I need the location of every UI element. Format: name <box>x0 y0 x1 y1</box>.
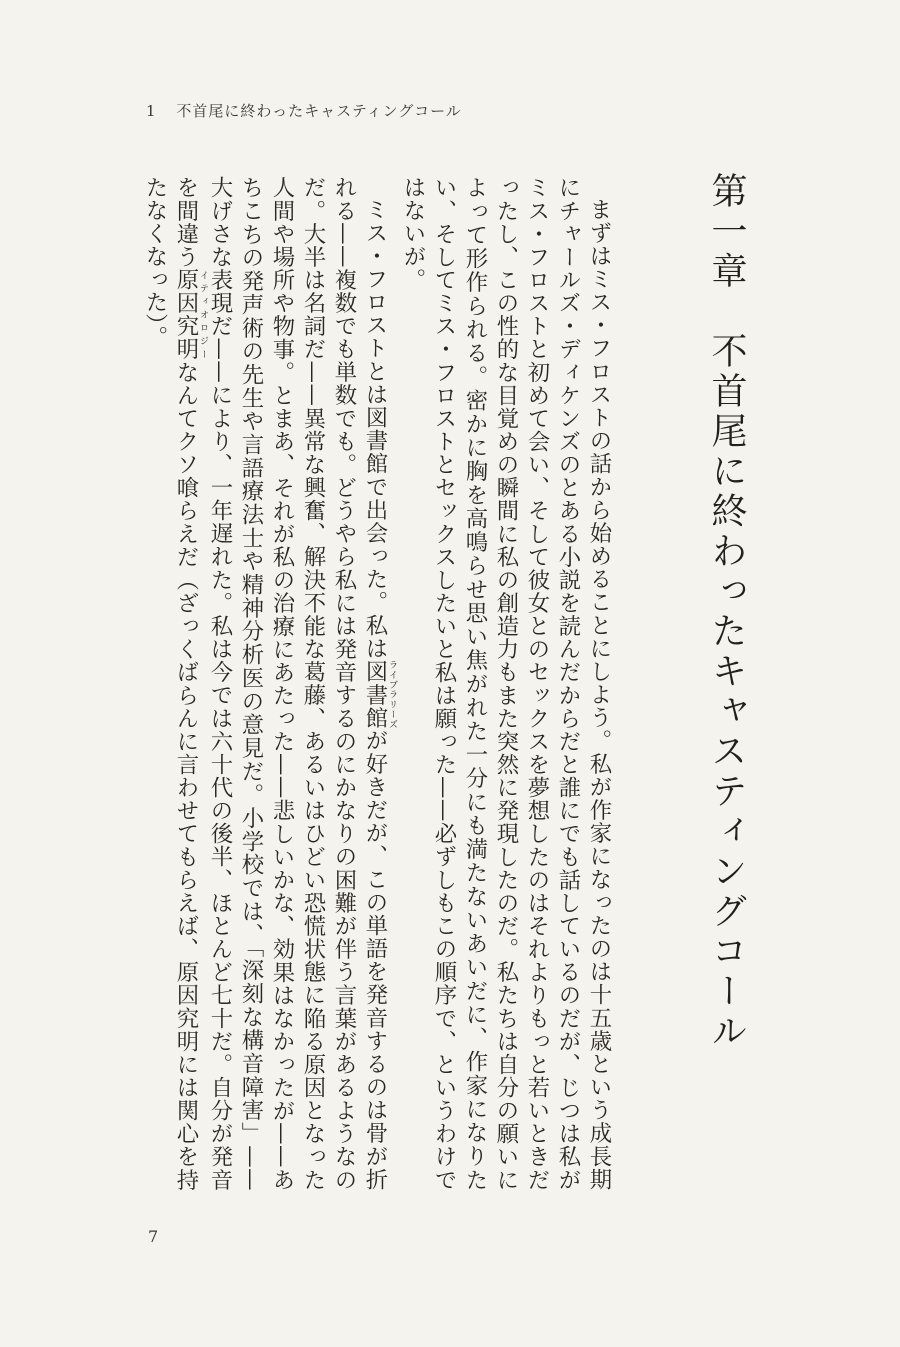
page-number: 7 <box>148 1227 159 1246</box>
running-head <box>146 100 462 121</box>
paragraph-1: まずはミス・フロストの話から始めることにしよう。私が作家になったのは十五歳という成長期にチャールズ・ディケンズのとある小説を読んだからだと誰にでも話しているのだが、じつは私がミス・フロストと初めて会い、そして彼女とのセックスを夢想したのはそれよりもっと若いときだったし、この性的な目覚めの瞬間に私の創造力もまた突然に発現したのだ。私たちは自分の願いによって形作られる。密かに胸を高鳴らせ思い焦がれた一分にも満たないあいだに、作家になりたい、そしてミス・フロストとセックスしたいと私は願った——必ずしもこの順序で、というわけではないが。 <box>400 176 612 1191</box>
running-head-title: 不首尾に終わったキャスティングコール <box>176 102 462 120</box>
ruby-library <box>362 660 397 730</box>
ruby-etiology-base: 原因究明 <box>173 268 199 361</box>
running-head-number: 1 <box>146 102 157 120</box>
chapter-title: 第一章 不首尾に終わったキャスティングコール <box>706 172 747 1052</box>
ruby-etiology <box>173 268 208 361</box>
ruby-etiology-reading: イティオロジー <box>198 268 208 361</box>
body-text <box>139 176 614 1191</box>
paragraph-2-part-b: が好きだが、この単語を発音するのは骨が折れる——複数でも単数でも。どうやら私には発音するのにかなりの困難が伴う言葉があるようなのだ。大半は名詞だ——異常な興奮、解決不能な葛藤、あるいはひどい恐慌状態に陥る原因となった人間や場所や物事。とまあ、それが私の治療にあたった——悲しいかな、効果はなかったが——あちこちの発声術の先生や言語療法士や精神分析医の意見だ。小学校では、「深刻な構音障害」——大げさな表現だ——により、一年遅れた。私は今では六十代の後半、ほとんど七十だ。自分が発音を間違う <box>173 176 388 1191</box>
paragraph-2 <box>139 176 397 1191</box>
ruby-library-base: 図書館 <box>362 660 388 730</box>
paragraph-2-part-a: ミス・フロストとは図書館で出会った。私は <box>362 198 388 661</box>
paragraph-2-part-c: なんてクソ喰らえだ（ざっくばらんに言わせてもらえば、原因究明には関心を持たなくなった）。 <box>142 176 199 1191</box>
ruby-library-reading: ライブラリーズ <box>387 660 397 730</box>
